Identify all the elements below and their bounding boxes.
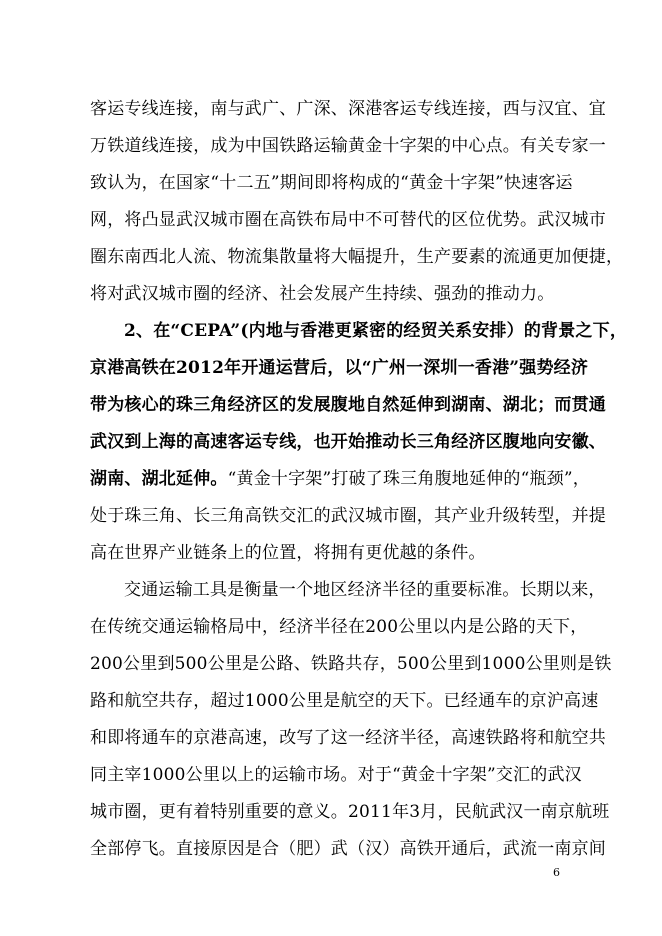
body-text-line: 圈东南西北人流、物流集散量将大幅提升，生产要素的流通更加便捷， — [90, 247, 624, 267]
body-text-line: 高在世界产业链条上的位置，将拥有更优越的条件。 — [90, 543, 486, 563]
body-text-line: 万铁道线连接，成为中国铁路运输黄金十字架的中心点。有关专家一 — [90, 136, 606, 156]
body-text-line: 致认为，在国家“十二五”期间即将构成的“黄金十字架”快速客运 — [90, 173, 573, 193]
normal-text-segment: “黄金十字架”打破了珠三角腹地延伸的“瓶颈”， — [227, 469, 590, 489]
body-text-line: 网，将凸显武汉城市圈在高铁布局中不可替代的区位优势。武汉城市 — [90, 210, 606, 230]
body-text-line: 和即将通车的京港高速，改写了这一经济半径，高速铁路将和航空共 — [90, 728, 606, 748]
body-text-line: 路和航空共存，超过1000公里是航空的天下。已经通车的京沪高速 — [90, 691, 599, 711]
bold-text-segment: 湖南、湖北延伸。 — [90, 469, 228, 489]
body-text-line: 客运专线连接，南与武广、广深、深港客运专线连接，西与汉宜、宜 — [90, 99, 606, 119]
mixed-text-line — [90, 468, 590, 490]
bold-text-line: 武汉到上海的高速客运专线，也开始推动长三角经济区腹地向安徽、 — [90, 432, 606, 452]
body-text-line: 处于珠三角、长三角高铁交汇的武汉城市圈，其产业升级转型，并提 — [90, 506, 606, 526]
body-text-line: 将对武汉城市圈的经济、社会发展产生持续、强劲的推动力。 — [90, 284, 555, 304]
section-heading-line: 2、在“CEPA”(内地与香港更紧密的经贸关系安排）的背景之下， — [124, 321, 628, 341]
page-number: 6 — [553, 866, 560, 879]
bold-text-line: 带为核心的珠三角经济区的发展腹地自然延伸到湖南、湖北；而贯通 — [90, 395, 606, 415]
body-text-line: 200公里到500公里是公路、铁路共存，500公里到1000公里则是铁 — [90, 654, 612, 674]
bold-text-line: 京港高铁在2012年开通运营后，以“广州一深圳一香港”强势经济 — [90, 358, 589, 378]
body-text-line: 在传统交通运输格局中，经济半径在200公里以内是公路的天下， — [90, 617, 588, 637]
body-text-line: 同主宰1000公里以上的运输市场。对于“黄金十字架”交汇的武汉 — [90, 765, 582, 785]
body-text-line: 城市圈，更有着特别重要的意义。2011年3月，民航武汉一南京航班 — [90, 802, 610, 822]
body-text-line: 全部停飞。直接原因是合（肥）武（汉）高铁开通后，武流一南京间 — [90, 839, 606, 859]
paragraph-first-line: 交通运输工具是衡量一个地区经济半径的重要标准。长期以来， — [124, 580, 606, 600]
